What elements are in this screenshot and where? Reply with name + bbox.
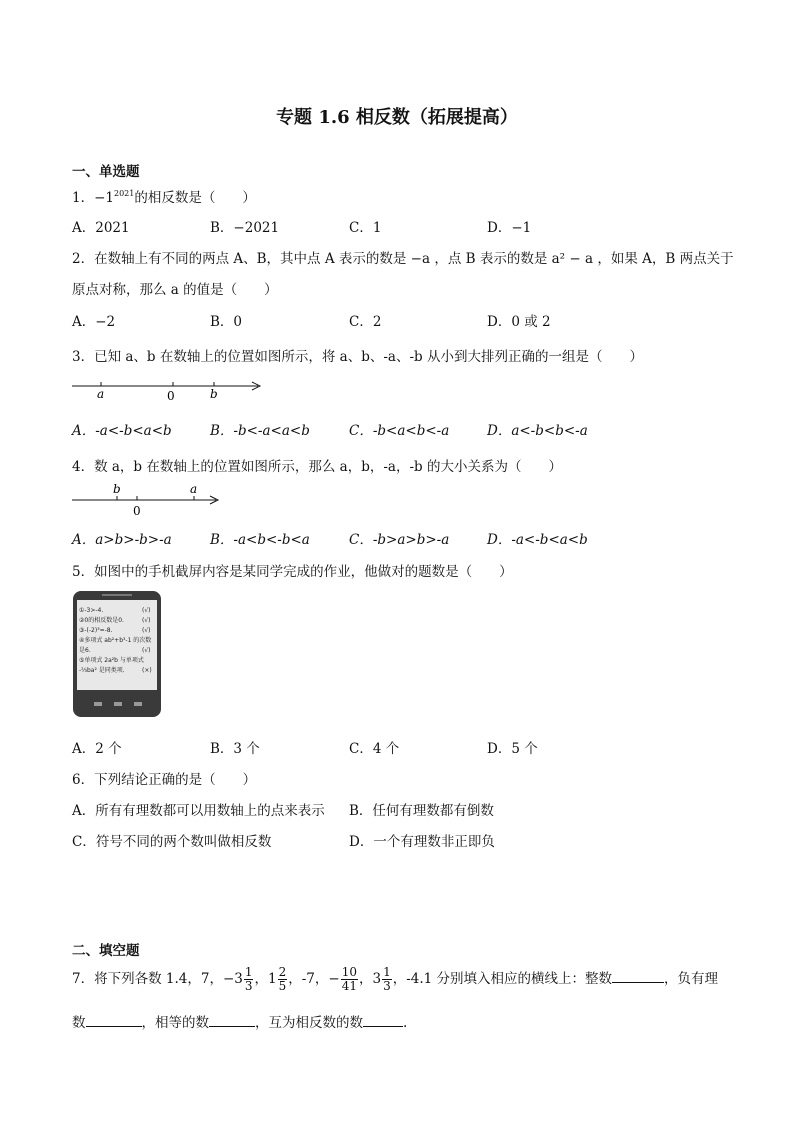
question-2-line-2: 原点对称，那么 a 的值是（ ） xyxy=(72,282,278,298)
q7-text-mid: ，负有理 xyxy=(664,971,719,987)
blank-integers[interactable] xyxy=(612,970,664,983)
q3-axis-label-b: b xyxy=(210,387,218,401)
q2-option-a[interactable]: A．−2 xyxy=(72,314,116,330)
section-heading-fill-blank: 二、填空题 xyxy=(72,943,140,959)
phone-mark-4: (√) xyxy=(142,647,151,654)
blank-equal-numbers[interactable] xyxy=(209,1014,255,1027)
page-title: 专题 1.6 相反数（拓展提高） xyxy=(276,107,518,128)
question-2-line-1: 2．在数轴上有不同的两点 A、B，其中点 A 表示的数是 −a ，点 B 表示的数是 a² − a ，如果 A，B 两点关于 xyxy=(72,251,734,267)
blank-negative-rationals[interactable] xyxy=(86,1014,142,1027)
q4-axis-label-b: b xyxy=(113,482,121,496)
q4-option-d[interactable]: D．-a<-b<a<b xyxy=(487,532,588,548)
phone-line-6: ⑤单项式 2a²b 与单项式 xyxy=(79,657,144,664)
q6-option-d[interactable]: D．一个有理数非正即负 xyxy=(349,834,495,850)
blank-opposite-numbers[interactable] xyxy=(363,1014,403,1027)
phone-mark-3: (√) xyxy=(142,627,151,634)
question-3-stem: 3．已知 a、b 在数轴上的位置如图所示，将 a、b、-a、-b 从小到大排列正确的一组是（ ） xyxy=(72,349,643,365)
q3-axis-label-zero: 0 xyxy=(167,389,175,403)
q5-option-a[interactable]: A．2 个 xyxy=(72,741,122,757)
question-1-stem xyxy=(72,186,256,206)
q7-text-a: 数 xyxy=(72,1015,86,1031)
phone-mark-2: (√) xyxy=(142,617,151,624)
q3-option-b[interactable]: B．-b<-a<a<b xyxy=(210,423,310,439)
q5-option-d[interactable]: D．5 个 xyxy=(487,741,538,757)
q1-pre: 1．−1 xyxy=(72,190,114,206)
q1-option-d[interactable]: D．−1 xyxy=(487,220,532,236)
frac-num: 1 xyxy=(383,965,391,979)
fraction-2-5 xyxy=(278,966,288,993)
q3-option-d[interactable]: D．a<-b<b<-a xyxy=(487,423,588,439)
q3-axis-label-a: a xyxy=(97,387,105,401)
q1-exponent: 2021 xyxy=(114,189,135,198)
q7-text-c: ，互为相反数的数 xyxy=(255,1015,363,1031)
q7-text-b: ，相等的数 xyxy=(141,1015,209,1031)
frac-den: 3 xyxy=(244,979,253,993)
q7-sep-1: ，1 xyxy=(254,971,277,987)
q4-option-c[interactable]: C．-b>a>b>-a xyxy=(349,532,450,548)
fraction-10-41 xyxy=(341,966,358,993)
question-6-stem: 6．下列结论正确的是（ ） xyxy=(72,772,257,788)
q4-option-b[interactable]: B．-a<b<-b<a xyxy=(210,532,310,548)
phone-line-4: ④多项式 ab²+b³-1 的次数 xyxy=(79,637,152,644)
frac-num: 10 xyxy=(341,965,357,979)
q7-text-pre: 7．将下列各数 1.4，7，−3 xyxy=(72,971,243,987)
q6-option-a[interactable]: A．所有有理数都可以用数轴上的点来表示 xyxy=(72,803,325,819)
q5-option-c[interactable]: C．4 个 xyxy=(349,741,400,757)
frac-num: 2 xyxy=(278,965,287,979)
q1-post: 的相反数是（ ） xyxy=(134,190,256,206)
q7-sep-3: ，3 xyxy=(358,971,382,987)
frac-den: 41 xyxy=(341,979,357,993)
phone-mark-5: (×) xyxy=(142,667,152,674)
phone-line-1: ①-3>-4. xyxy=(79,607,104,614)
q3-option-c[interactable]: C．-b<a<b<-a xyxy=(349,423,450,439)
phone-line-3: ③-(-2)³=-8. xyxy=(79,627,113,634)
q4-option-a[interactable]: A．a>b>-b>-a xyxy=(72,532,172,548)
q7-text-end: . xyxy=(403,1015,408,1031)
phone-line-5: 是6. xyxy=(79,647,91,654)
q7-text-post: ，-4.1 分别填入相应的横线上：整数 xyxy=(392,971,613,987)
fraction-1-3-b xyxy=(382,966,392,993)
q1-option-a[interactable]: A．2021 xyxy=(72,220,130,236)
frac-num: 1 xyxy=(244,965,253,979)
q4-axis-label-zero: 0 xyxy=(133,504,141,518)
q6-option-c[interactable]: C．符号不同的两个数叫做相反数 xyxy=(72,834,272,850)
q5-option-b[interactable]: B．3 个 xyxy=(210,741,260,757)
phone-screenshot-image xyxy=(72,590,162,718)
q1-option-c[interactable]: C．1 xyxy=(349,220,382,236)
question-4-stem: 4．数 a，b 在数轴上的位置如图所示，那么 a，b，-a，-b 的大小关系为（ ） xyxy=(72,459,562,475)
q4-number-line xyxy=(70,480,230,518)
q7-sep-2: ，-7，− xyxy=(288,971,340,987)
frac-den: 5 xyxy=(278,979,287,993)
q2-option-b[interactable]: B．0 xyxy=(210,314,243,330)
q6-option-b[interactable]: B．任何有理数都有倒数 xyxy=(349,803,494,819)
fraction-1-3 xyxy=(244,966,254,993)
q3-option-a[interactable]: A．-a<-b<a<b xyxy=(72,423,172,439)
phone-line-7: -⅔ba² 是同类项. xyxy=(79,667,125,674)
q1-option-b[interactable]: B．−2021 xyxy=(210,220,280,236)
phone-line-2: ②0的相反数是0. xyxy=(79,617,124,624)
q4-axis-label-a: a xyxy=(190,482,198,496)
question-7-line-1 xyxy=(72,960,718,998)
q2-option-c[interactable]: C．2 xyxy=(349,314,382,330)
section-heading-single-choice: 一、单选题 xyxy=(72,164,140,180)
question-7-line-2 xyxy=(72,1011,407,1031)
phone-mark-1: (√) xyxy=(142,607,151,614)
q2-option-d[interactable]: D．0 或 2 xyxy=(487,314,551,330)
question-5-stem: 5．如图中的手机截屏内容是某同学完成的作业，他做对的题数是（ ） xyxy=(72,564,513,580)
frac-den: 3 xyxy=(383,979,391,993)
q3-number-line xyxy=(70,376,270,406)
